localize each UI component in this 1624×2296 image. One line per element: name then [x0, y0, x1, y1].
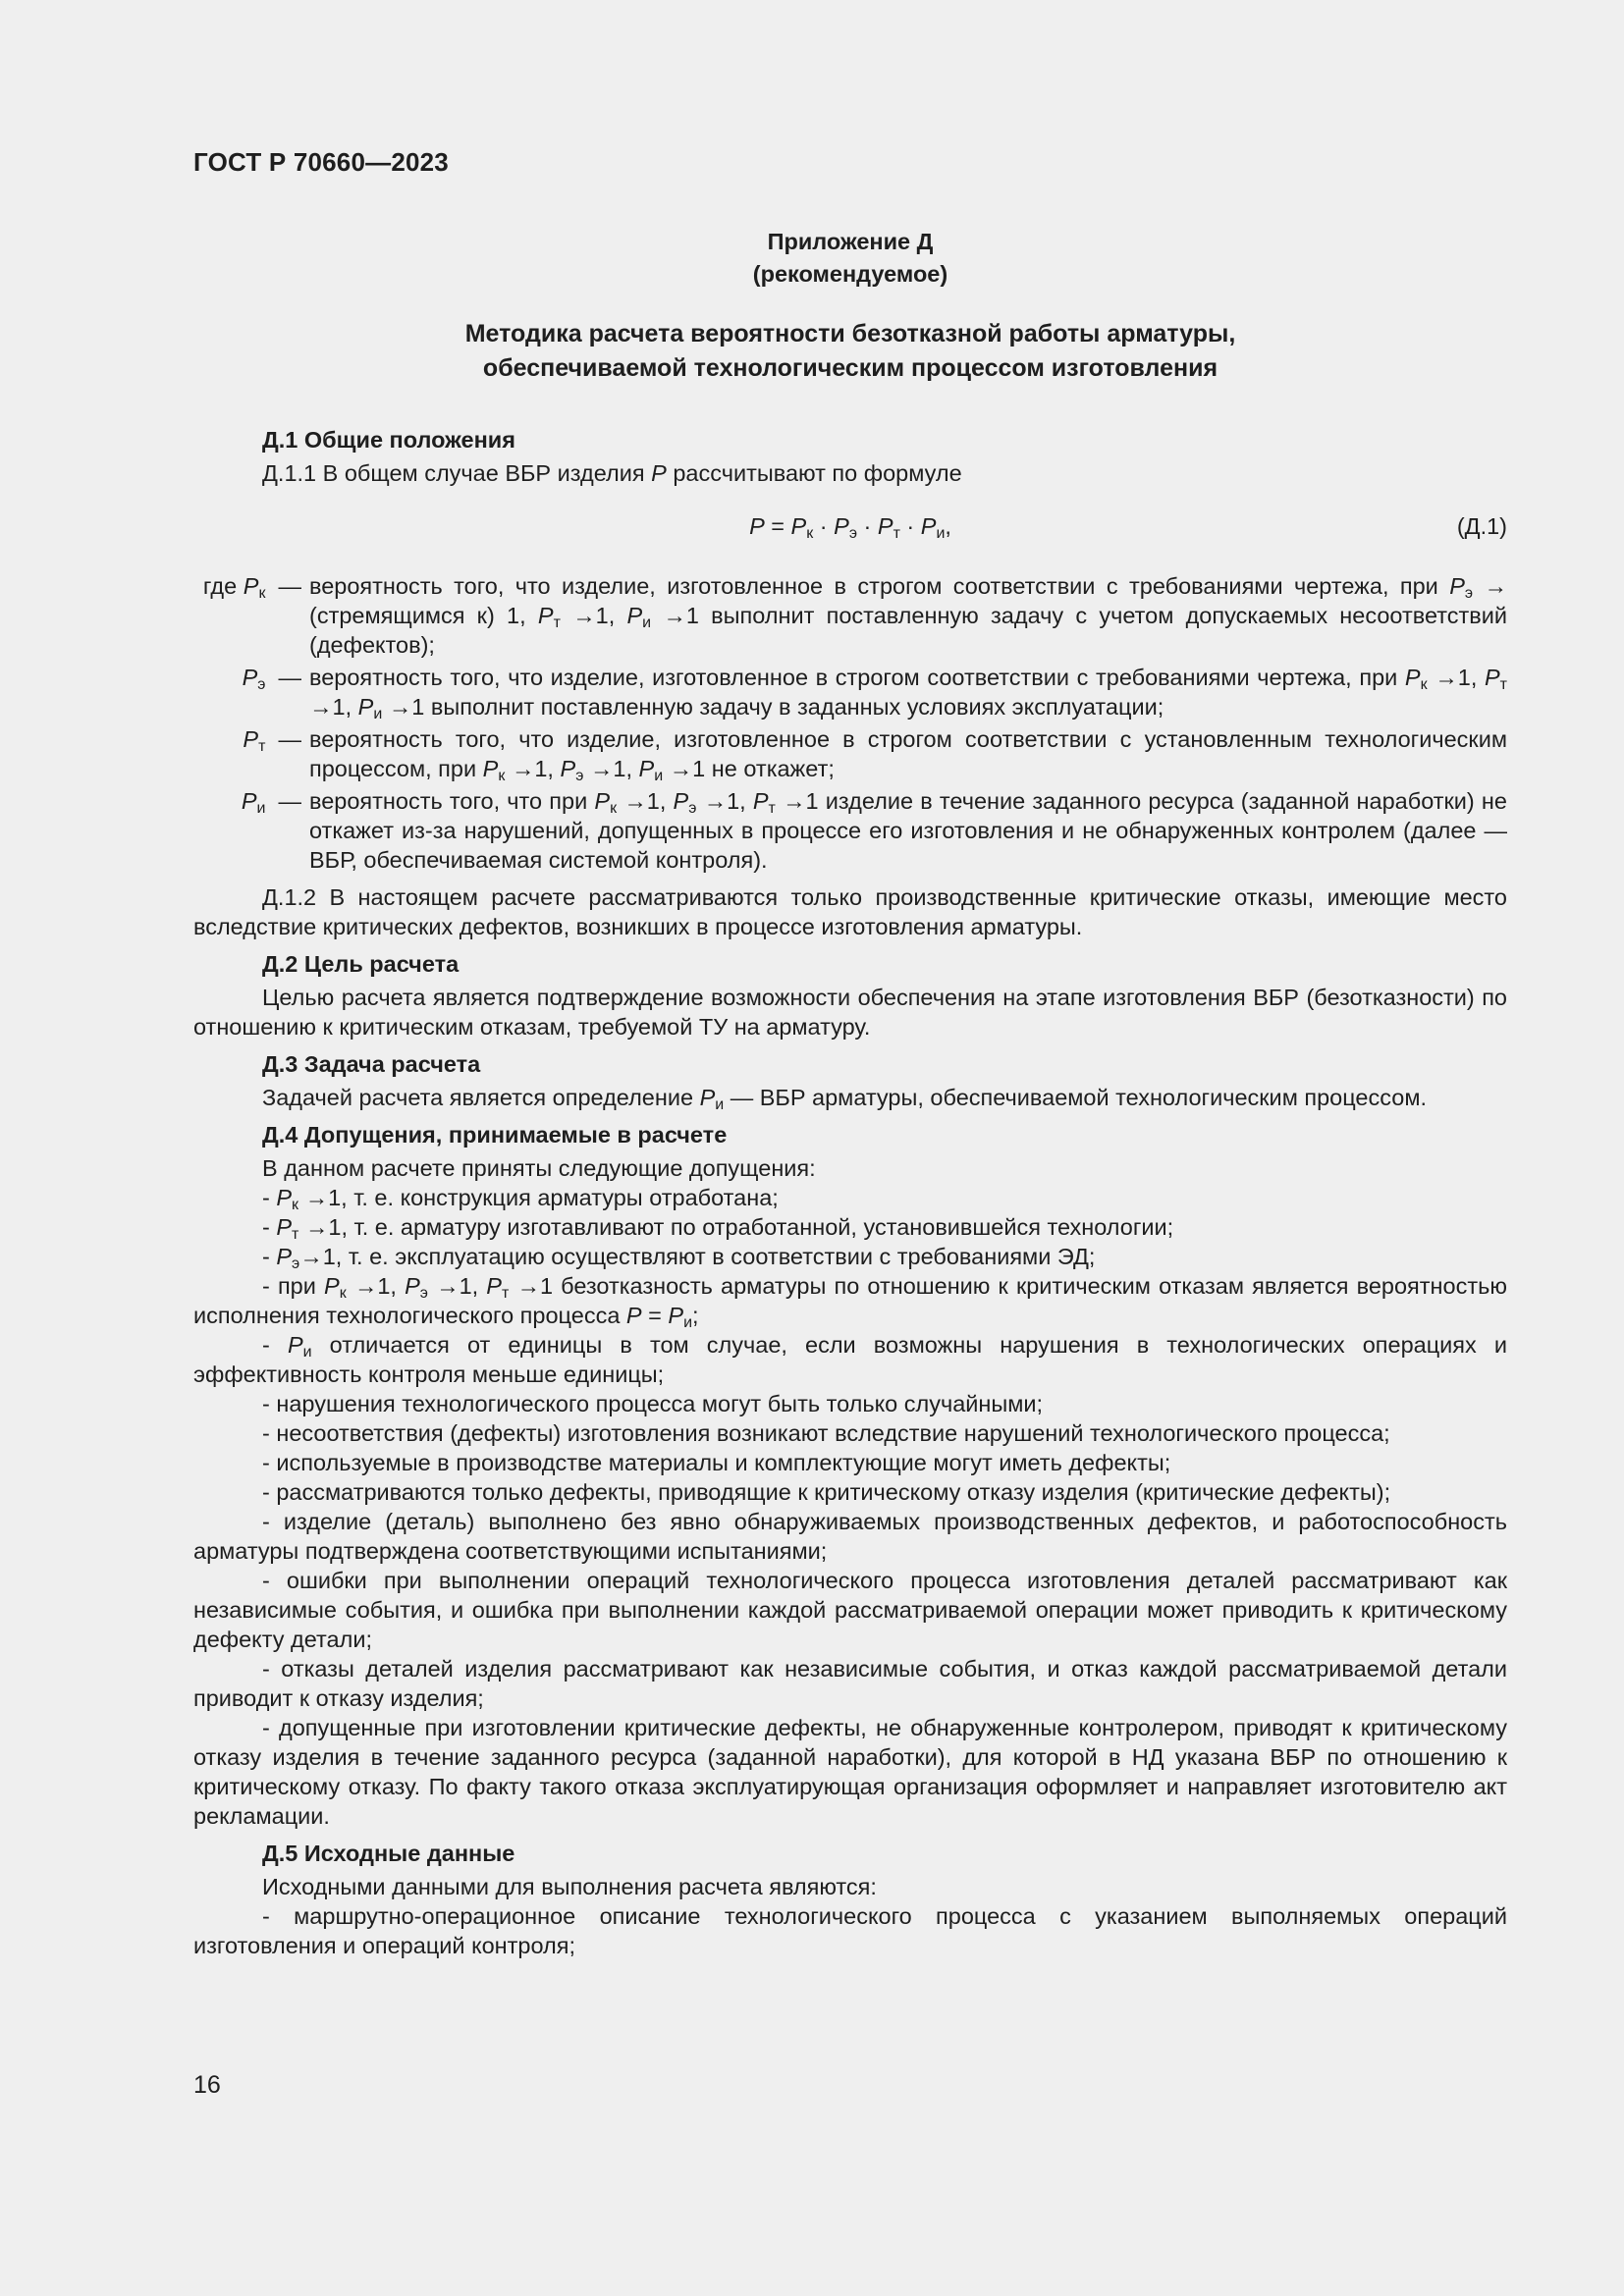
formula-number: (Д.1): [1456, 513, 1507, 539]
assumption-item: - отказы деталей изделия рассматривают как независимые события, и отказ каждой рассматриваемой детали приводит к отказу изделия;: [193, 1656, 1507, 1711]
formula-expression: $P = P_к \cdot P_э \cdot P_т \cdot P_и$,: [749, 513, 951, 542]
section-heading-d5: Д.5 Исходные данные: [262, 1841, 515, 1866]
definition-term-pe: $P_э$ —: [242, 665, 301, 693]
section-heading-d3: Д.3 Задача расчета: [262, 1051, 481, 1077]
assumption-item: - $P_э\to 1$, т. е. эксплуатацию осуществляют в соответствии с требованиями ЭД;: [262, 1244, 1096, 1272]
section-heading-d2: Д.2 Цель расчета: [262, 951, 460, 977]
definition-pi: вероятность того, что при $P_к \to 1$, $P_э \to 1$, $P_т \to 1$ изделие в течение заданного ресурса (заданной наработки) не откажет из-за нарушений, допущенных в процессе его изготовления и не обнаруженных контролем (далее — ВБР, обеспечиваемая системой контроля).: [309, 788, 1507, 873]
assumption-item: - допущенные при изготовлении критические дефекты, не обнаруженные контролером, приводят к критическому отказу изделия в течение заданного ресурса (заданной наработки), для которой в НД указана ВБР по отношению к критическому отказу. По факту такого отказа эксплуатирующая организация оформляет и направляет изготовителю акт рекламации.: [193, 1715, 1507, 1829]
document-header: ГОСТ Р 70660—2023: [193, 147, 449, 177]
paragraph-d2: Целью расчета является подтверждение возможности обеспечения на этапе изготовления ВБР (безотказности) по отношению к критическим отказам, требуемой ТУ на арматуру.: [193, 985, 1507, 1040]
definition-pt: вероятность того, что изделие, изготовленное в строгом соответствии с установленным технологическим процессом, при $P_к \to 1$, $P_э \to 1$, $P_и \to 1$ не откажет;: [309, 726, 1507, 784]
page-number: 16: [193, 2071, 221, 2099]
assumption-item: - изделие (деталь) выполнено без явно обнаруживаемых производственных дефектов, и работоспособность арматуры подтверждена соответствующими испытаниями;: [193, 1509, 1507, 1564]
assumption-item: - при $P_к \to 1$, $P_э \to 1$, $P_т \to 1$ безотказность арматуры по отношению к критическим отказам является вероятностью исполнения технологического процесса $P = P_и$;: [193, 1273, 1507, 1331]
assumption-item: - нарушения технологического процесса могут быть только случайными;: [262, 1391, 1044, 1416]
definition-pe: вероятность того, что изделие, изготовленное в строгом соответствии с требованиями чертежа, при $P_к \to 1$, $P_т \to 1$, $P_и \to 1$ выполнит поставленную задачу в заданных условиях эксплуатации;: [309, 665, 1507, 722]
section-heading-d1: Д.1 Общие положения: [262, 427, 515, 453]
paragraph-d3: Задачей расчета является определение $P_и$ — ВБР арматуры, обеспечиваемой технологическим процессом.: [262, 1085, 1428, 1113]
method-title: [193, 317, 1507, 386]
assumption-item: - используемые в производстве материалы и комплектующие могут иметь дефекты;: [262, 1450, 1171, 1475]
method-title-line-2: обеспечиваемой технологическим процессом изготовления: [482, 354, 1218, 382]
assumption-item: - $P_к \to 1$, т. е. конструкция арматуры отработана;: [262, 1185, 779, 1213]
definitions-list: [193, 571, 1507, 875]
assumptions-intro: В данном расчете приняты следующие допущения:: [262, 1155, 816, 1181]
method-title-line-1: Методика расчета вероятности безотказной работы арматуры,: [464, 320, 1236, 347]
appendix-subtitle: (рекомендуемое): [752, 261, 948, 287]
paragraph-d1-2: Д.1.2 В настоящем расчете рассматриваются только производственные критические отказы, имеющие место вследствие критических дефектов, возникших в процессе изготовления арматуры.: [193, 884, 1507, 939]
assumption-item: - рассматриваются только дефекты, приводящие к критическому отказу изделия (критические дефекты);: [262, 1479, 1391, 1505]
source-data-intro: Исходными данными для выполнения расчета являются:: [262, 1874, 877, 1899]
formula-d1: [193, 511, 1507, 541]
definition-pk: вероятность того, что изделие, изготовленное в строгом соответствии с требованиями чертежа, при $P_э$ → (стремящимся к) 1, $P_т \to 1$, $P_и \to 1$ выполнит поставленную задачу с учетом допускаемых несоответствий (дефектов);: [309, 573, 1508, 658]
source-data-item: - маршрутно-операционное описание технологического процесса с указанием выполняемых операций изготовления и операций контроля;: [193, 1903, 1507, 1958]
assumption-item: - несоответствия (дефекты) изготовления возникают вследствие нарушений технологического процесса;: [262, 1420, 1390, 1446]
assumption-item: - $P_и$ отличается от единицы в том случае, если возможны нарушения в технологических операциях и эффективность контроля меньше единицы;: [193, 1332, 1507, 1387]
appendix-heading: [193, 226, 1507, 291]
appendix-title: Приложение Д: [767, 229, 934, 254]
assumption-item: - ошибки при выполнении операций технологического процесса изготовления деталей рассматривают как независимые события, и ошибка при выполнении каждой рассматриваемой операции может приводить к критическому дефекту детали;: [193, 1568, 1507, 1652]
section-heading-d4: Д.4 Допущения, принимаемые в расчете: [262, 1122, 728, 1148]
definition-term-pk: где $P_к$ —: [202, 573, 301, 602]
definition-term-pi: $P_и$ —: [241, 788, 301, 817]
paragraph-d1-1: Д.1.1 В общем случае ВБР изделия P рассчитывают по формуле: [262, 460, 962, 486]
assumption-item: - $P_т \to 1$, т. е. арматуру изготавливают по отработанной, установившейся технологии;: [262, 1214, 1174, 1243]
definition-term-pt: $P_т$ —: [243, 726, 301, 755]
document-body: [193, 425, 1507, 1960]
